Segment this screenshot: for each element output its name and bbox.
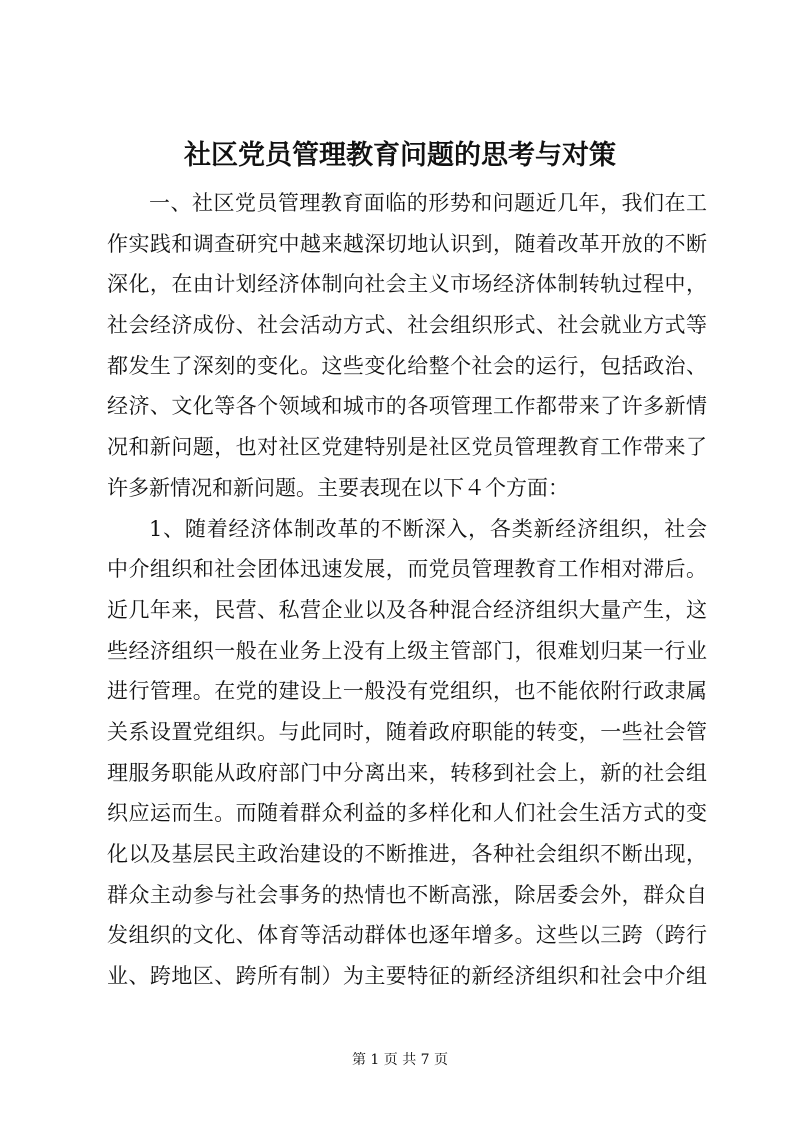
text-line: 发组织的文化、体育等活动群体也逐年增多。这些以三跨（跨行 xyxy=(107,923,707,948)
text-line: 近几年来，民营、私营企业以及各种混合经济组织大量产生，这 xyxy=(107,597,707,622)
text-line: 进行管理。在党的建设上一般没有党组织，也不能依附行政隶属 xyxy=(107,679,707,704)
document-title: 社区党员管理教育问题的思考与对策 xyxy=(184,140,616,171)
text-line: 一、社区党员管理教育面临的形势和问题近几年，我们在工 xyxy=(149,191,707,215)
text-line: 作实践和调查研究中越来越深切地认识到，随着改革开放的不断 xyxy=(107,231,707,256)
text-line: 业、跨地区、跨所有制）为主要特征的新经济组织和社会中介组 xyxy=(107,964,707,989)
page-indicator: 第 1 页 共 7 页 xyxy=(351,1052,449,1068)
text-line: 况和新问题，也对社区党建特别是社区党员管理教育工作带来了 xyxy=(107,435,707,460)
text-line: 深化，在由计划经济体制向社会主义市场经济体制转轨过程中， xyxy=(107,272,707,297)
text-line: 关系设置党组织。与此同时，随着政府职能的转变，一些社会管 xyxy=(107,719,707,744)
text-line: 理服务职能从政府部门中分离出来，转移到社会上，新的社会组 xyxy=(107,760,707,785)
text-line: 社会经济成份、社会活动方式、社会组织形式、社会就业方式等 xyxy=(107,313,707,338)
page-footer xyxy=(0,1051,800,1069)
text-line: 经济、文化等各个领域和城市的各项管理工作都带来了许多新情 xyxy=(107,394,707,419)
text-line: 都发生了深刻的变化。这些变化给整个社会的运行，包括政治、 xyxy=(107,353,707,378)
text-line: 些经济组织一般在业务上没有上级主管部门，很难划归某一行业 xyxy=(107,638,707,663)
document-body xyxy=(107,183,707,997)
text-line: 1、随着经济体制改革的不断深入，各类新经济组织，社会 xyxy=(149,516,707,541)
text-line: 织应运而生。而随着群众利益的多样化和人们社会生活方式的变 xyxy=(107,801,707,826)
paragraph-2 xyxy=(107,509,707,997)
text-line: 许多新情况和新问题。主要表现在以下４个方面： xyxy=(107,475,569,500)
paragraph-1 xyxy=(107,183,707,509)
text-line: 群众主动参与社会事务的热情也不断高涨，除居委会外，群众自 xyxy=(107,882,707,907)
text-line: 化以及基层民主政治建设的不断推进，各种社会组织不断出现， xyxy=(107,842,707,866)
text-line: 中介组织和社会团体迅速发展，而党员管理教育工作相对滞后。 xyxy=(107,557,707,582)
